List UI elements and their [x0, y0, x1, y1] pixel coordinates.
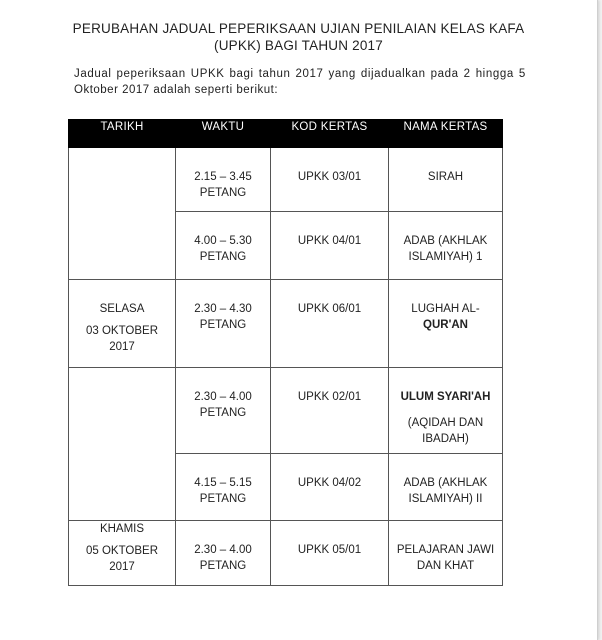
time-period: PETANG — [199, 560, 247, 572]
time-cell — [176, 368, 271, 454]
intro-word: yang — [328, 68, 356, 80]
document-title — [0, 20, 597, 54]
table-row — [69, 368, 503, 454]
time-cell — [176, 212, 271, 280]
nama-cell — [389, 521, 503, 586]
intro-paragraph — [74, 66, 526, 98]
kod-cell: UPKK 04/02 — [271, 454, 389, 521]
date-cell — [69, 368, 176, 521]
nama-line: ULUM SYARI'AH — [400, 391, 491, 403]
time-period: PETANG — [199, 493, 247, 505]
title-line-1: PERUBAHAN JADUAL PEPERIKSAAN UJIAN PENILAIAN KELAS KAFA — [72, 21, 525, 36]
nama-line: QUR'AN — [423, 319, 468, 331]
table-row — [69, 280, 503, 368]
time-range: 2.15 – 3.45 — [194, 171, 252, 183]
nama-line: DAN KHAT — [416, 560, 475, 572]
time-cell — [176, 454, 271, 521]
table-row — [69, 148, 503, 212]
intro-line-2: Oktober 2017 adalah seperti berikut: — [74, 84, 279, 96]
date-day: SELASA — [99, 303, 145, 315]
intro-word: UPKK — [190, 68, 225, 80]
kod-cell: UPKK 06/01 — [271, 280, 389, 368]
intro-word: dijadualkan — [360, 68, 426, 80]
time-period: PETANG — [199, 407, 247, 419]
time-period: PETANG — [199, 251, 247, 263]
table-header-row — [69, 120, 503, 148]
time-cell — [176, 280, 271, 368]
intro-word: hingga — [475, 68, 514, 80]
intro-word: peperiksaan — [116, 68, 186, 80]
time-cell — [176, 521, 271, 586]
kod-cell: UPKK 04/01 — [271, 212, 389, 280]
time-period: PETANG — [199, 319, 247, 331]
header-waktu: WAKTU — [176, 120, 271, 148]
nama-cell — [389, 212, 503, 280]
nama-line: ISLAMIYAH) II — [408, 493, 483, 505]
nama-line: ADAB (AKHLAK — [403, 477, 488, 489]
time-range: 2.30 – 4.30 — [194, 303, 252, 315]
intro-line-1 — [74, 66, 526, 82]
nama-cell — [389, 280, 503, 368]
intro-word: tahun — [258, 68, 291, 80]
nama-cell — [389, 454, 503, 521]
nama-line: PELAJARAN JAWI — [396, 544, 495, 556]
intro-word: Jadual — [74, 68, 112, 80]
time-range: 4.15 – 5.15 — [194, 477, 252, 489]
table-row — [69, 521, 503, 586]
date-day-month: 05 OKTOBER — [85, 545, 158, 557]
date-year: 2017 — [109, 341, 135, 353]
nama-cell — [389, 148, 503, 212]
time-cell — [176, 148, 271, 212]
intro-word: 2 — [463, 68, 471, 80]
exam-schedule-table — [68, 119, 503, 586]
kod-cell: UPKK 03/01 — [271, 148, 389, 212]
nama-line: (AQIDAH DAN — [407, 417, 484, 429]
nama-line: LUGHAH AL- — [411, 303, 480, 315]
intro-word: 5 — [518, 68, 526, 80]
date-cell — [69, 280, 176, 368]
kod-cell: UPKK 02/01 — [271, 368, 389, 454]
time-range: 2.30 – 4.00 — [194, 391, 252, 403]
intro-word: 2017 — [295, 68, 324, 80]
date-cell — [69, 521, 176, 586]
intro-word: bagi — [229, 68, 254, 80]
time-period: PETANG — [199, 187, 247, 199]
nama-line: ADAB (AKHLAK — [403, 235, 488, 247]
header-kod-kertas: KOD KERTAS — [271, 120, 389, 148]
header-nama-kertas: NAMA KERTAS — [389, 120, 503, 148]
intro-word: pada — [430, 68, 459, 80]
header-tarikh: TARIKH — [69, 120, 176, 148]
kod-cell: UPKK 05/01 — [271, 521, 389, 586]
time-range: 2.30 – 4.00 — [194, 544, 252, 556]
nama-line: SIRAH — [427, 171, 464, 183]
nama-cell — [389, 368, 503, 454]
date-cell — [69, 148, 176, 280]
date-day-month: 03 OKTOBER — [85, 325, 158, 337]
date-day: KHAMIS — [99, 523, 145, 535]
title-line-2: (UPKK) BAGI TAHUN 2017 — [214, 38, 383, 53]
date-year: 2017 — [109, 561, 135, 573]
time-range: 4.00 – 5.30 — [194, 235, 252, 247]
nama-line: ISLAMIYAH) 1 — [408, 251, 483, 263]
nama-line: IBADAH) — [422, 433, 469, 445]
